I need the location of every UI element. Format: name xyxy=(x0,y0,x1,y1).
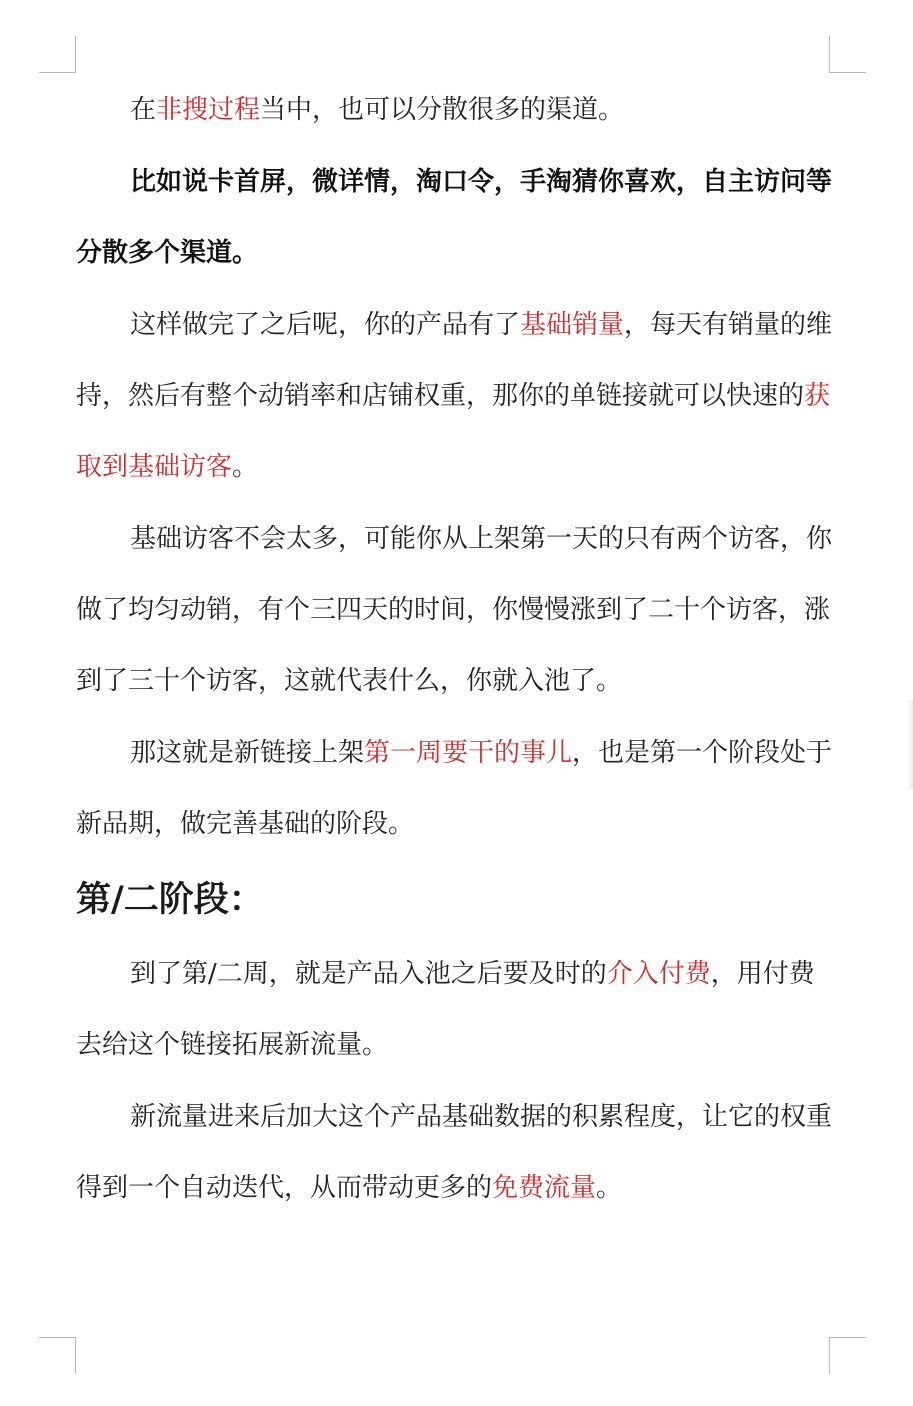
highlight-segment: 介入付费 xyxy=(606,959,711,989)
text-segment: 在 xyxy=(130,95,157,125)
text-segment: ，也是第一个阶段处于新品期，做完善基础的阶段。 xyxy=(76,738,833,839)
text-segment: 。 xyxy=(232,452,259,482)
text-segment: ，每天有销量的维持，然后有整个动销率和店铺权重，那你的单链接就可以快速的 xyxy=(76,310,833,411)
paragraph-5 xyxy=(76,718,836,860)
paragraph-1 xyxy=(76,75,836,146)
page-corner-mark-bottom-left xyxy=(39,1337,76,1374)
section-heading: 第/二阶段： xyxy=(76,880,264,920)
paragraph-6 xyxy=(76,939,836,1081)
text-segment: 那这就是新链接上架 xyxy=(130,738,365,768)
page-corner-mark-top-left xyxy=(39,36,76,73)
highlight-segment: 非搜过程 xyxy=(156,95,261,125)
text-segment: 。 xyxy=(596,1173,623,1203)
text-segment: 比如说卡首屏，微详情，淘口令，手淘猜你喜欢，自主访问等分散多个渠道。 xyxy=(76,167,833,268)
page-corner-mark-bottom-right xyxy=(829,1337,866,1374)
highlight-segment: 基础销量 xyxy=(520,310,625,340)
page-corner-mark-top-right xyxy=(829,36,866,73)
paragraph-4 xyxy=(76,504,836,717)
highlight-segment: 第一周要干的事儿 xyxy=(364,738,573,768)
text-segment: 到了第/二周，就是产品入池之后要及时的 xyxy=(130,959,607,989)
highlight-segment: 获取到基础访客 xyxy=(76,381,831,482)
text-segment: 新流量进来后加大这个产品基础数据的积累程度，让它的权重得到一个自动迭代，从而带动更多的 xyxy=(76,1102,833,1203)
paragraph-3 xyxy=(76,290,836,503)
document-body xyxy=(76,75,836,1225)
text-segment: 这样做完了之后呢，你的产品有了 xyxy=(130,310,521,340)
page-edge-shadow xyxy=(907,700,913,790)
paragraph-7 xyxy=(76,1082,836,1224)
text-segment: ，用付费去给这个链接拓展新流量。 xyxy=(76,959,815,1060)
highlight-segment: 免费流量 xyxy=(492,1173,597,1203)
paragraph-2 xyxy=(76,147,836,289)
text-segment: 基础访客不会太多，可能你从上架第一天的只有两个访客，你做了均匀动销，有个三四天的时间，你慢慢涨到了二十个访客，涨到了三十个访客，这就代表什么，你就入池了。 xyxy=(76,524,833,696)
text-segment: 当中，也可以分散很多的渠道。 xyxy=(260,95,625,125)
